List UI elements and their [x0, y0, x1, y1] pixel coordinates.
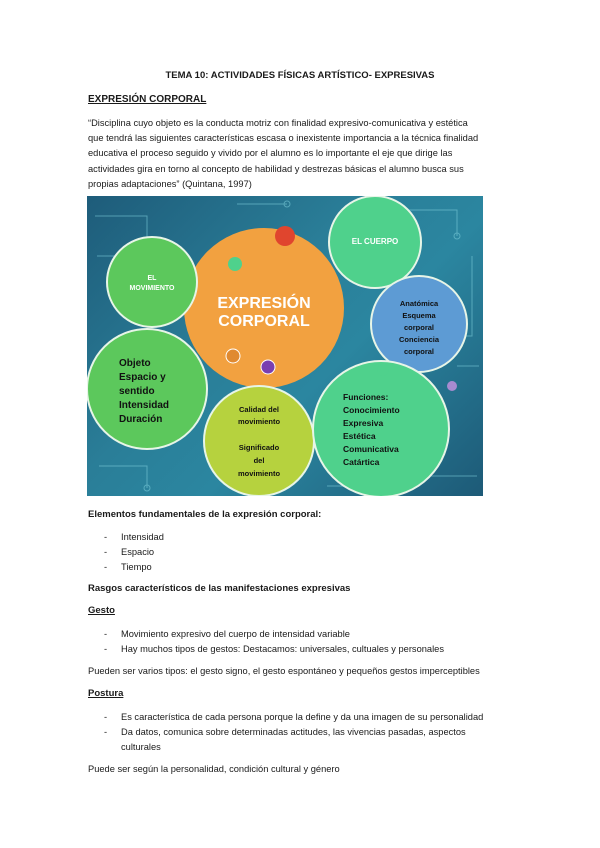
small-dot-green	[228, 257, 242, 271]
postura-heading: Postura	[88, 688, 124, 699]
center-label: CORPORAL	[218, 313, 310, 330]
movimiento-circle	[107, 237, 197, 327]
calidad-item: Calidad del	[238, 405, 280, 414]
calidad-item: movimiento	[237, 417, 281, 426]
objeto-item: Duración	[119, 414, 163, 425]
center-label: EXPRESIÓN	[217, 295, 311, 312]
cuerpo-item: Esquema	[402, 311, 436, 320]
document-title: TEMA 10: ACTIVIDADES FÍSICAS ARTÍSTICO- EXPRESIVAS	[165, 70, 435, 81]
objeto-item: Objeto	[119, 358, 151, 369]
funciones-item: Estética	[343, 431, 376, 441]
cuerpo-item: corporal	[403, 323, 435, 332]
funciones-item: Catártica	[343, 457, 380, 467]
elementos-heading: Elementos fundamentales de la expresión corporal:	[88, 509, 322, 520]
calidad-item: del	[253, 456, 265, 465]
gesto-note: Pueden ser varios tipos: el gesto signo, el gesto espontáneo y pequeños gestos imperceptibles	[88, 666, 480, 676]
concept-diagram	[87, 196, 483, 496]
calidad-item: Significado	[238, 443, 280, 452]
small-dot-red	[275, 226, 295, 246]
gesto-heading: Gesto	[88, 605, 115, 616]
funciones-circle	[313, 361, 449, 496]
quote-line: “Disciplina cuyo objeto es la conducta motriz con finalidad expresivo-comunicativa y estética	[88, 118, 468, 128]
list-item-text: Es característica de cada persona porque la define y da una imagen de su personalidad	[121, 712, 484, 722]
list-item-text: Tiempo	[121, 562, 152, 572]
definition-quote	[88, 116, 516, 192]
postura-note: Puede ser según la personalidad, condición cultural y género	[88, 764, 340, 774]
objeto-item: sentido	[119, 386, 155, 397]
document-page: TEMA 10: ACTIVIDADES FÍSICAS ARTÍSTICO- EXPRESIVAS EXPRESIÓN CORPORAL “Disciplina cuyo objeto es la conducta motriz con finalidad expresivo-comunicativa y estética que tendrá las siguientes características escasa o inexistente importancia a la técnica finalidad educativa el proceso seguido y vivido por el alumno es lo importante el eje que dirige las actividades gira en torno al concepto de habilidad y destrezas básicas el alumno busca sus propias adaptaciones” (Quintana, 1997) EL MOVIMIENTO EXPRESIÓN CORPORAL EL CUERPO Anatómica Esquema corporal Conciencia corporal Objeto Espacio y sentido Intensidad Duración Calidad del movimiento Significado del movimiento Funciones: Conocimiento Expresiva Estética Comunicativa Catártica Elementos fundamentales de la expresión corporal: - Intensidad - Espacio - Tiempo Rasgos característicos de las manifestaciones expresivas Gesto - Movimiento expresivo del cuerpo de intensidad variable - Hay muchos tipos de gestos: Destacamos: universales, cultuales y personales Pueden ser varios tipos: el gesto signo, el gesto espontáneo y pequeños gestos imperceptibles Postura - Es característica de cada persona porque la define y da una imagen de su personalidad - Da datos, comunica sobre determinadas actitudes, las vivencias pasadas, aspectos culturales Puede ser según la personalidad, condición cultural y género	[0, 0, 600, 848]
list-item-text: Hay muchos tipos de gestos: Destacamos: universales, cultuales y personales	[121, 644, 444, 654]
small-dot-lilac	[447, 381, 457, 391]
calidad-item: movimiento	[237, 469, 281, 478]
list-item-text: Da datos, comunica sobre determinadas actitudes, las vivencias pasadas, aspectos culturales	[121, 727, 466, 753]
quote-line: que tendrá las siguientes características escasa o inexistente importancia a la técnica finalidad	[88, 133, 479, 144]
objeto-item: Espacio y	[119, 372, 166, 383]
rasgos-heading: Rasgos característicos de las manifestaciones expresivas	[88, 583, 351, 594]
quote-line: actividades gira en torno al concepto de habilidad y destrezas básicas el alumno busca sus	[88, 163, 464, 174]
list-item-text: Intensidad	[121, 532, 164, 542]
cuerpo-item: Anatómica	[399, 299, 439, 308]
objeto-item: Intensidad	[119, 400, 170, 411]
section-heading-expresion-corporal: EXPRESIÓN CORPORAL	[88, 94, 207, 105]
funciones-item: Expresiva	[343, 418, 384, 428]
diagram-graphic	[87, 196, 483, 496]
quote-line: propias adaptaciones” (Quintana, 1997)	[88, 178, 252, 189]
small-dot-purple	[261, 360, 275, 374]
small-dot-green-2	[377, 364, 389, 376]
list-item-text: Espacio	[121, 547, 155, 557]
list-item-text: Movimiento expresivo del cuerpo de intensidad variable	[121, 629, 350, 639]
cuerpo-item: Conciencia	[398, 335, 440, 344]
funciones-item: Conocimiento	[343, 405, 400, 415]
funciones-item: Comunicativa	[343, 444, 399, 454]
calidad-circle	[204, 386, 314, 496]
funciones-item: Funciones:	[343, 392, 389, 402]
small-dot-orange	[226, 349, 240, 363]
quote-line: educativa el proceso seguido y vivido por el alumno es lo importante el eje que dirige las	[88, 148, 453, 159]
movimiento-label: EL	[147, 275, 157, 282]
cuerpo-label: EL CUERPO	[351, 237, 399, 246]
cuerpo-item: corporal	[403, 347, 435, 356]
movimiento-label: MOVIMIENTO	[129, 285, 175, 292]
